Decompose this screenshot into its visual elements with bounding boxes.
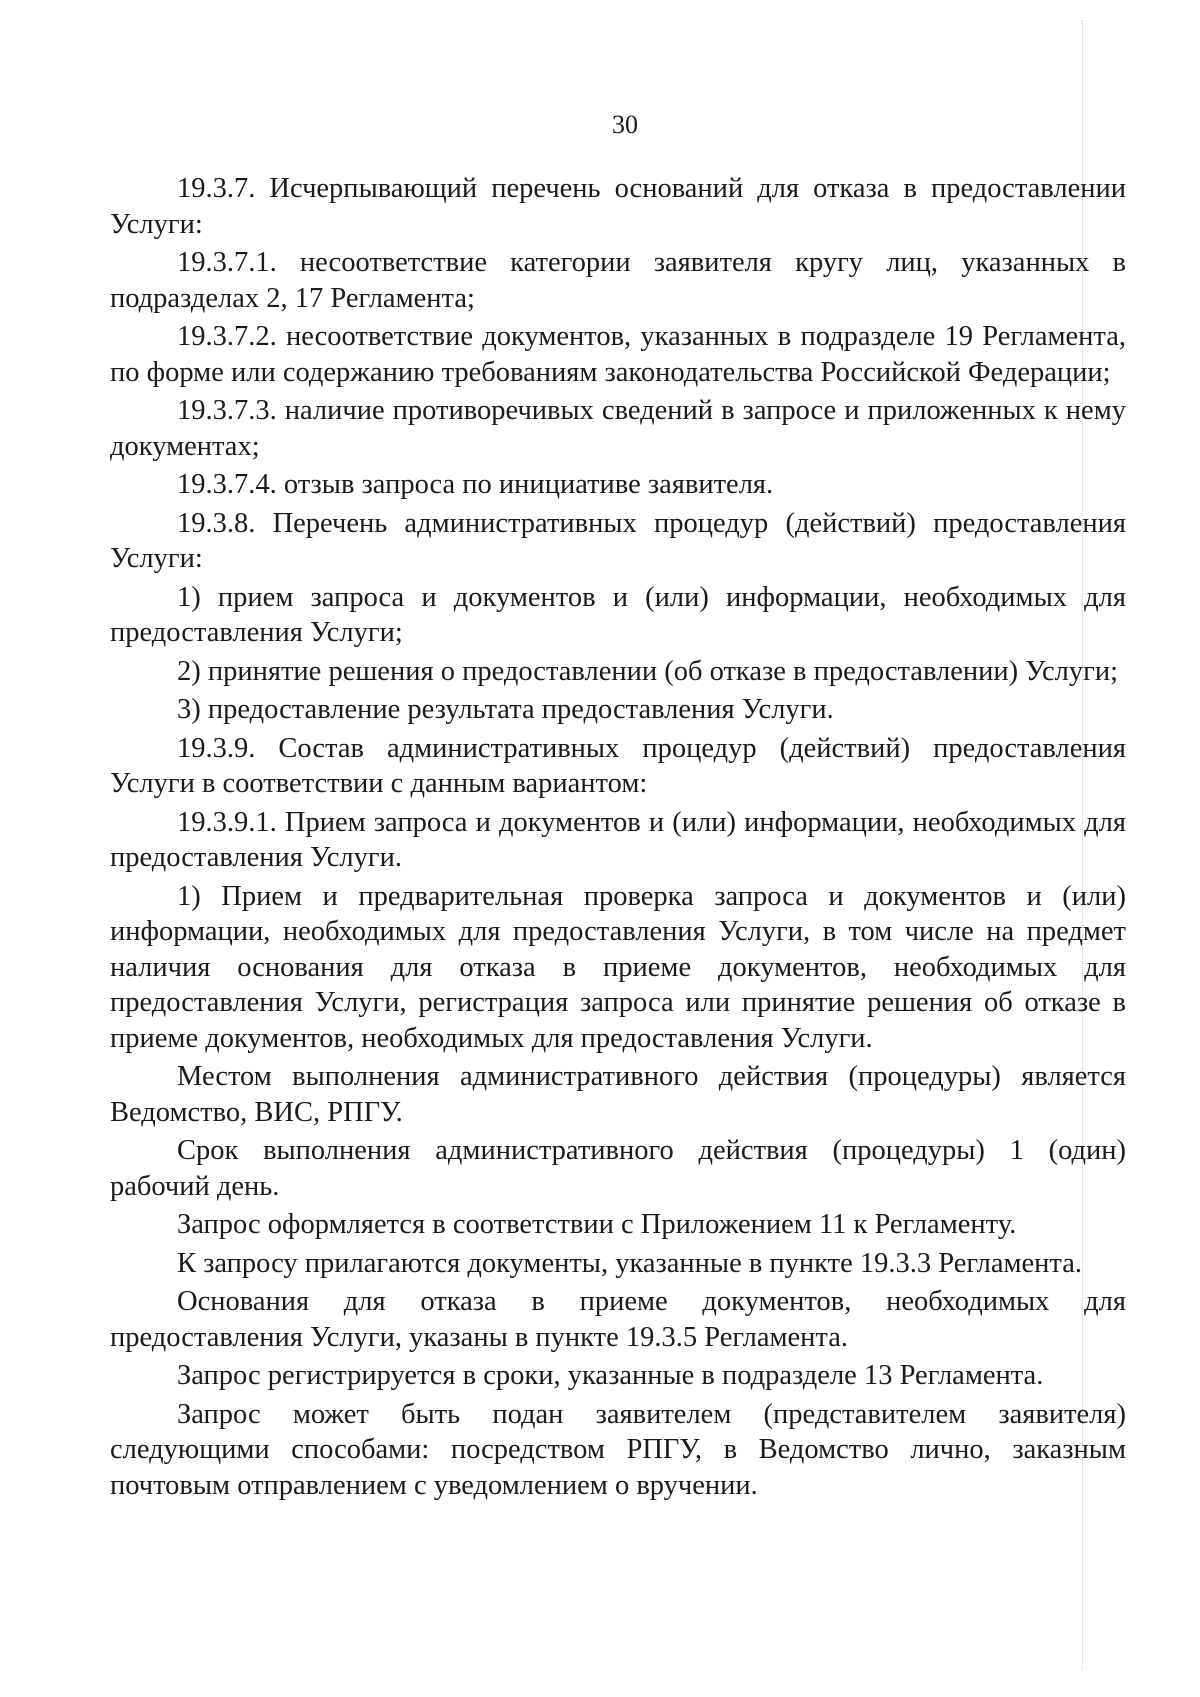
list-item-3: 3) предоставление результата предоставления Услуги. (177, 694, 834, 725)
paragraph-19-3-7-4: 19.3.7.4. отзыв запроса по инициативе заявителя. (177, 469, 774, 500)
paragraph-refusal-grounds: Основания для отказа в приеме документов, необходимых для предоставления Услуги, указаны в пункте 19.3.5 Регламента. (110, 1286, 1126, 1353)
paragraph-registration: Запрос регистрируется в сроки, указанные в подразделе 13 Регламента. (177, 1360, 1044, 1391)
paragraph-19-3-7-1: 19.3.7.1. несоответствие категории заявителя кругу лиц, указанных в подразделах 2, 17 Регламента; (110, 247, 1126, 314)
paragraph-attached-documents: К запросу прилагаются документы, указанные в пункте 19.3.3 Регламента. (177, 1247, 1083, 1279)
paragraph-request-form: Запрос оформляется в соответствии с Приложением 11 к Регламенту. (177, 1209, 1017, 1240)
paragraph-19-3-7-2: 19.3.7.2. несоответствие документов, указанных в подразделе 19 Регламента, по форме или содержанию требованиям законодательства Российской Федерации; (110, 321, 1126, 388)
paragraph-19-3-9: 19.3.9. Состав административных процедур (действий) предоставления Услуги в соответствии с данным вариантом: (110, 732, 1126, 799)
document-body (110, 171, 1126, 1506)
paragraph-19-3-8: 19.3.8. Перечень административных процедур (действий) предоставления Услуги: (110, 507, 1126, 574)
list-item-2: 2) принятие решения о предоставлении (об отказе в предоставлении) Услуги; (177, 655, 1119, 687)
paragraph-19-3-9-1: 19.3.9.1. Прием запроса и документов и (или) информации, необходимых для предоставления Услуги. (110, 806, 1126, 873)
paragraph-term: Срок выполнения административного действия (процедуры) 1 (один) рабочий день. (110, 1135, 1126, 1202)
paragraph-submission-methods: Запрос может быть подан заявителем (представителем заявителя) следующими способами: посредством РПГУ, в Ведомство лично, заказным почтовым отправлением с уведомлением о вручении. (110, 1398, 1126, 1501)
page-number: 30 (612, 110, 638, 139)
paragraph-procedure-1: 1) Прием и предварительная проверка запроса и документов и (или) информации, необходимых для предоставления Услуги, в том числе на предмет наличия основания для отказа в приеме документов, необходимых для предоставления Услуги, регистрация запроса или принятие решения об отказе в приеме документов, необходимых для предоставления Услуги. (110, 880, 1126, 1054)
paragraph-place: Местом выполнения административного действия (процедуры) является Ведомство, ВИС, РПГУ. (110, 1061, 1126, 1128)
paragraph-19-3-7: 19.3.7. Исчерпывающий перечень оснований для отказа в предоставлении Услуги: (110, 173, 1126, 240)
list-item-1: 1) прием запроса и документов и (или) информации, необходимых для предоставления Услуги; (110, 581, 1126, 648)
paragraph-19-3-7-3: 19.3.7.3. наличие противоречивых сведений в запросе и приложенных к нему документах; (110, 395, 1126, 462)
